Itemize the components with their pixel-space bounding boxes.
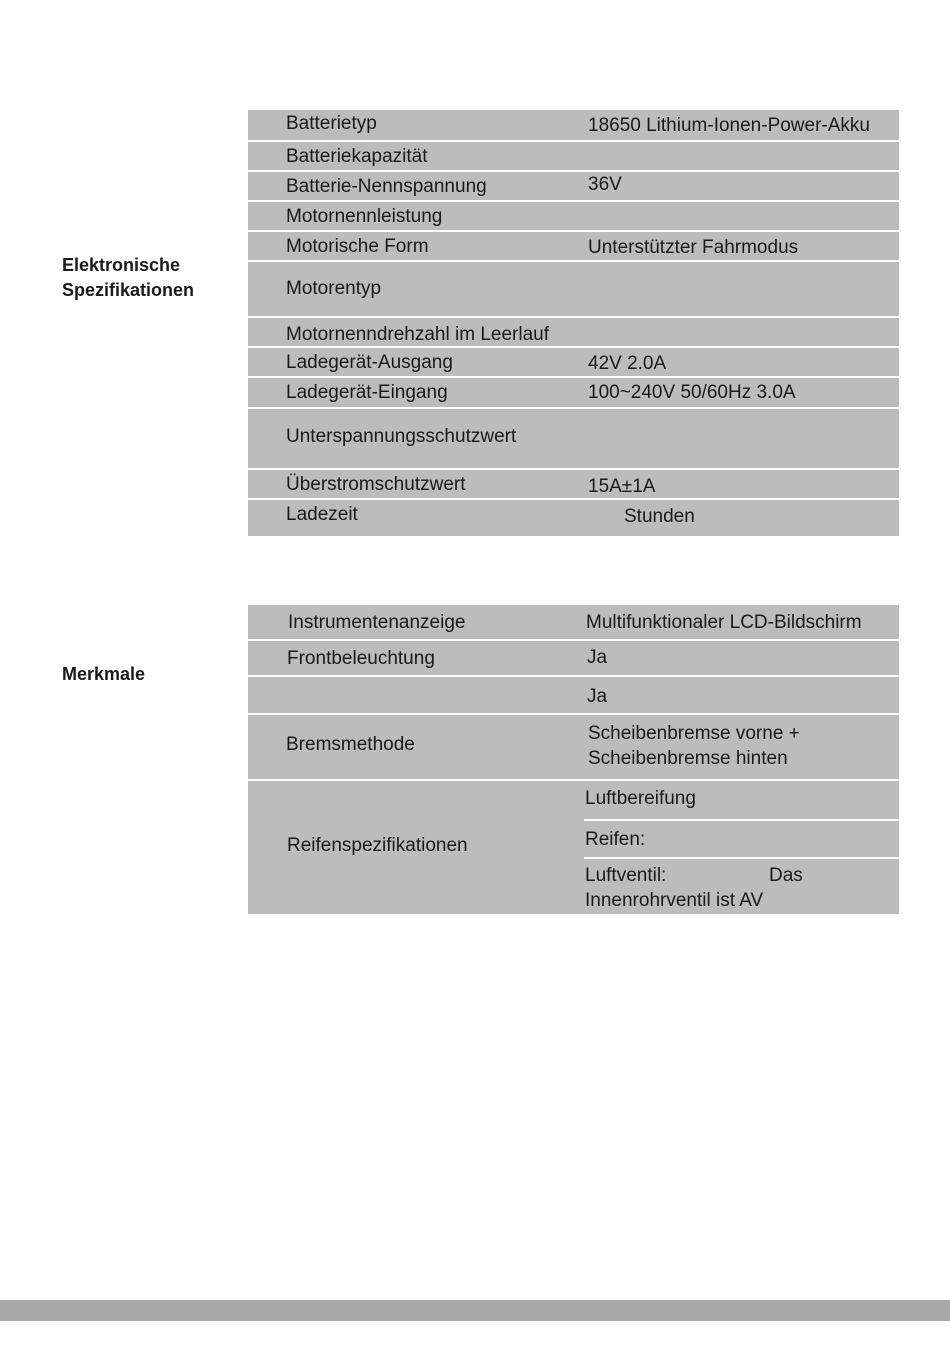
table-row <box>248 316 899 346</box>
table-row <box>248 346 899 376</box>
row-value: Unterstützter Fahrmodus <box>588 237 799 258</box>
table-row <box>248 140 899 170</box>
table-row <box>248 230 899 260</box>
row-value-line: Scheibenbremse vorne + <box>588 723 800 744</box>
table-row <box>248 468 899 498</box>
row-value: 42V 2.0A <box>588 353 667 374</box>
tire-sub-row <box>584 857 899 916</box>
features-spec-table <box>248 605 899 914</box>
tire-sub-value: Luftbereifung <box>585 788 696 809</box>
tire-valve-label: Luftventil: <box>585 865 667 886</box>
row-label: Ladezeit <box>286 504 358 525</box>
table-row <box>248 200 899 230</box>
row-value: Ja <box>587 686 608 707</box>
row-value: Ja <box>587 647 608 668</box>
tire-sub-value: Reifen: <box>585 829 646 850</box>
row-value: Multifunktionaler LCD-Bildschirm <box>586 612 862 633</box>
row-value-line: Scheibenbremse hinten <box>588 748 788 769</box>
row-value: 15A±1A <box>588 476 656 497</box>
row-label: Reifenspezifikationen <box>287 835 468 856</box>
tire-valve-word: Das <box>769 865 803 886</box>
row-label: Unterspannungsschutzwert <box>286 426 517 447</box>
row-value: 18650 Lithium-Ionen-Power-Akku <box>588 115 870 136</box>
row-value: 36V <box>588 174 622 195</box>
footer-bar <box>0 1300 950 1321</box>
section-title-electronic <box>62 253 194 303</box>
table-row <box>248 170 899 200</box>
tire-sub-row <box>584 819 899 857</box>
table-row <box>248 675 899 713</box>
row-label: Motorentyp <box>286 278 382 299</box>
tire-valve-line: Innenrohrventil ist AV <box>585 890 764 911</box>
table-row <box>248 110 899 140</box>
row-label: Batterietyp <box>286 113 377 134</box>
table-row <box>248 498 899 536</box>
table-row <box>248 779 899 914</box>
row-value: Stunden <box>624 506 695 527</box>
row-label: Überstromschutzwert <box>286 474 466 495</box>
row-label: Instrumentenanzeige <box>288 612 466 633</box>
row-label: Motorische Form <box>286 236 429 257</box>
row-label: Motornennleistung <box>286 206 443 227</box>
table-row <box>248 407 899 468</box>
table-row <box>248 260 899 316</box>
row-value: 100~240V 50/60Hz 3.0A <box>588 382 796 403</box>
row-label: Ladegerät-Ausgang <box>286 352 453 373</box>
row-label: Motornenndrehzahl im Leerlauf <box>286 324 549 345</box>
table-row <box>248 376 899 407</box>
row-label: Batteriekapazität <box>286 146 428 167</box>
section-title-line: Spezifikationen <box>62 280 195 300</box>
row-label: Batterie-Nennspannung <box>286 176 487 197</box>
table-row <box>248 713 899 779</box>
tire-sub-row <box>584 781 899 819</box>
row-label: Ladegerät-Eingang <box>286 382 448 403</box>
row-label: Bremsmethode <box>286 734 415 755</box>
electronic-spec-table <box>248 110 899 536</box>
section-title-line: Elektronische <box>62 255 181 275</box>
row-label: Frontbeleuchtung <box>287 648 435 669</box>
table-row <box>248 605 899 639</box>
section-title-features: Merkmale <box>62 664 146 684</box>
table-row <box>248 639 899 675</box>
